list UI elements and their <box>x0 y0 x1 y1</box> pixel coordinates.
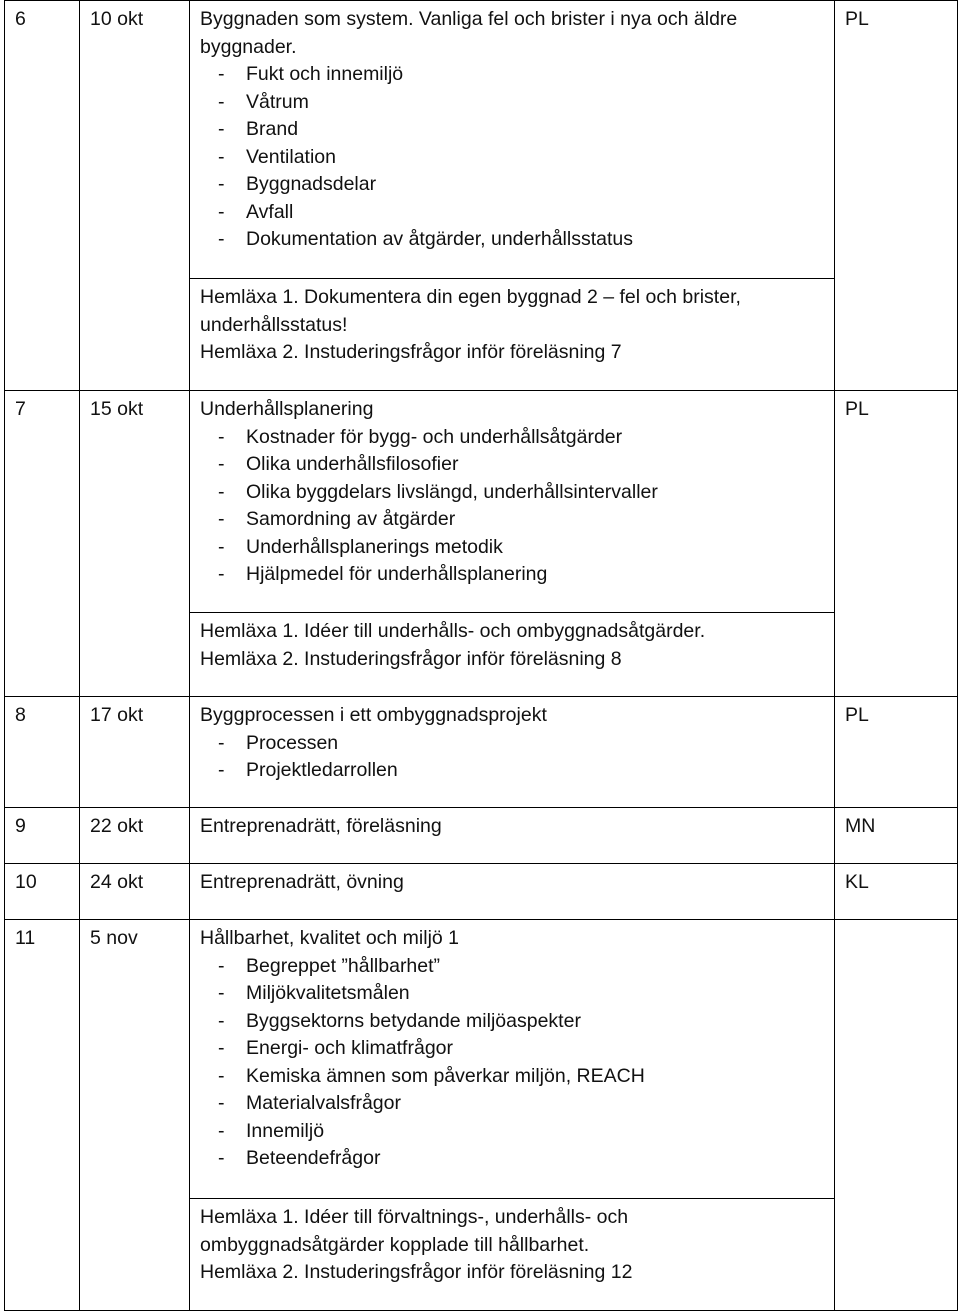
topic-title-line: Byggnaden som system. Vanliga fel och brister i nya och äldre <box>200 8 738 30</box>
homework-cell <box>190 613 835 697</box>
table-row <box>5 808 958 864</box>
course-schedule-table <box>4 0 958 1311</box>
list-item: - Byggsektorns betydande miljöaspekter <box>218 1009 581 1032</box>
topic-title-line: Entreprenadrätt, övning <box>200 871 404 893</box>
lecture-number: 7 <box>5 391 80 697</box>
lecture-topic <box>190 697 835 808</box>
lecture-date: 24 okt <box>80 864 190 920</box>
list-item: - Fukt och innemiljö <box>218 63 404 85</box>
lecture-topic <box>190 808 835 864</box>
table-row <box>5 1 958 279</box>
lecture-topic <box>190 1 835 279</box>
homework-cell <box>190 279 835 391</box>
lecturer-initials <box>835 920 958 1311</box>
list-item: - Avfall <box>218 200 294 223</box>
list-item: - Våtrum <box>218 90 309 113</box>
lecturer-initials: PL <box>835 1 958 391</box>
list-item: - Projektledarrollen <box>218 759 398 781</box>
list-item: - Brand <box>218 118 299 140</box>
list-item: - Underhållsplanerings metodik <box>218 535 503 558</box>
table-row <box>5 391 958 613</box>
list-item: - Olika byggdelars livslängd, underhållsintervaller <box>218 480 658 503</box>
topic-subitems <box>200 953 824 1173</box>
lecture-date: 17 okt <box>80 697 190 808</box>
homework-line: ombyggnadsåtgärder kopplade till hållbarhet. <box>200 1233 590 1256</box>
homework-line: Hemläxa 1. Dokumentera din egen byggnad 2 – fel och brister, <box>200 286 741 308</box>
lecture-number: 11 <box>5 920 80 1311</box>
lecture-topic <box>190 920 835 1199</box>
list-item: - Kemiska ämnen som påverkar miljön, REACH <box>218 1064 645 1087</box>
topic-title-line: byggnader. <box>200 35 297 58</box>
topic-title-line: Byggprocessen i ett ombyggnadsprojekt <box>200 704 547 726</box>
lecture-number: 10 <box>5 864 80 920</box>
list-item: - Olika underhållsfilosofier <box>218 453 459 475</box>
table-row <box>5 864 958 920</box>
list-item: - Energi- och klimatfrågor <box>218 1037 453 1059</box>
list-item: - Miljökvalitetsmålen <box>218 982 410 1004</box>
lecturer-initials: PL <box>835 391 958 697</box>
list-item: - Hjälpmedel för underhållsplanering <box>218 563 548 585</box>
topic-subitems <box>200 424 824 589</box>
table-row <box>5 697 958 808</box>
lecture-topic <box>190 391 835 613</box>
lecture-date: 22 okt <box>80 808 190 864</box>
lecture-number: 9 <box>5 808 80 864</box>
topic-subitems <box>200 730 824 785</box>
homework-cell <box>190 1199 835 1311</box>
lecture-date: 10 okt <box>80 1 190 391</box>
lecture-date: 5 nov <box>80 920 190 1311</box>
homework-line: Hemläxa 2. Instuderingsfrågor inför föreläsning 7 <box>200 341 622 363</box>
list-item: - Processen <box>218 731 339 754</box>
homework-line: underhållsstatus! <box>200 313 348 336</box>
topic-title-line: Entreprenadrätt, föreläsning <box>200 815 442 837</box>
homework-line: Hemläxa 1. Idéer till förvaltnings-, underhålls- och <box>200 1206 629 1228</box>
topic-subitems <box>200 61 824 254</box>
topic-title-line: Underhållsplanering <box>200 398 374 420</box>
list-item: - Ventilation <box>218 145 336 168</box>
homework-line: Hemläxa 2. Instuderingsfrågor inför föreläsning 12 <box>200 1261 633 1283</box>
lecture-topic <box>190 864 835 920</box>
list-item: - Dokumentation av åtgärder, underhållsstatus <box>218 228 633 250</box>
lecture-number: 8 <box>5 697 80 808</box>
homework-line: Hemläxa 1. Idéer till underhålls- och ombyggnadsåtgärder. <box>200 620 706 642</box>
lecturer-initials: MN <box>835 808 958 864</box>
list-item: - Byggnadsdelar <box>218 173 377 195</box>
topic-title-line: Hållbarhet, kvalitet och miljö 1 <box>200 927 460 949</box>
lecture-date: 15 okt <box>80 391 190 697</box>
list-item: - Begreppet ”hållbarhet” <box>218 954 441 977</box>
lecture-number: 6 <box>5 1 80 391</box>
list-item: - Kostnader för bygg- och underhållsåtgärder <box>218 425 623 448</box>
list-item: - Innemiljö <box>218 1119 325 1142</box>
lecturer-initials: KL <box>835 864 958 920</box>
list-item: - Samordning av åtgärder <box>218 508 456 530</box>
list-item: - Beteendefrågor <box>218 1147 381 1169</box>
table-row <box>5 920 958 1199</box>
list-item: - Materialvalsfrågor <box>218 1092 401 1114</box>
homework-line: Hemläxa 2. Instuderingsfrågor inför föreläsning 8 <box>200 647 622 670</box>
lecturer-initials: PL <box>835 697 958 808</box>
